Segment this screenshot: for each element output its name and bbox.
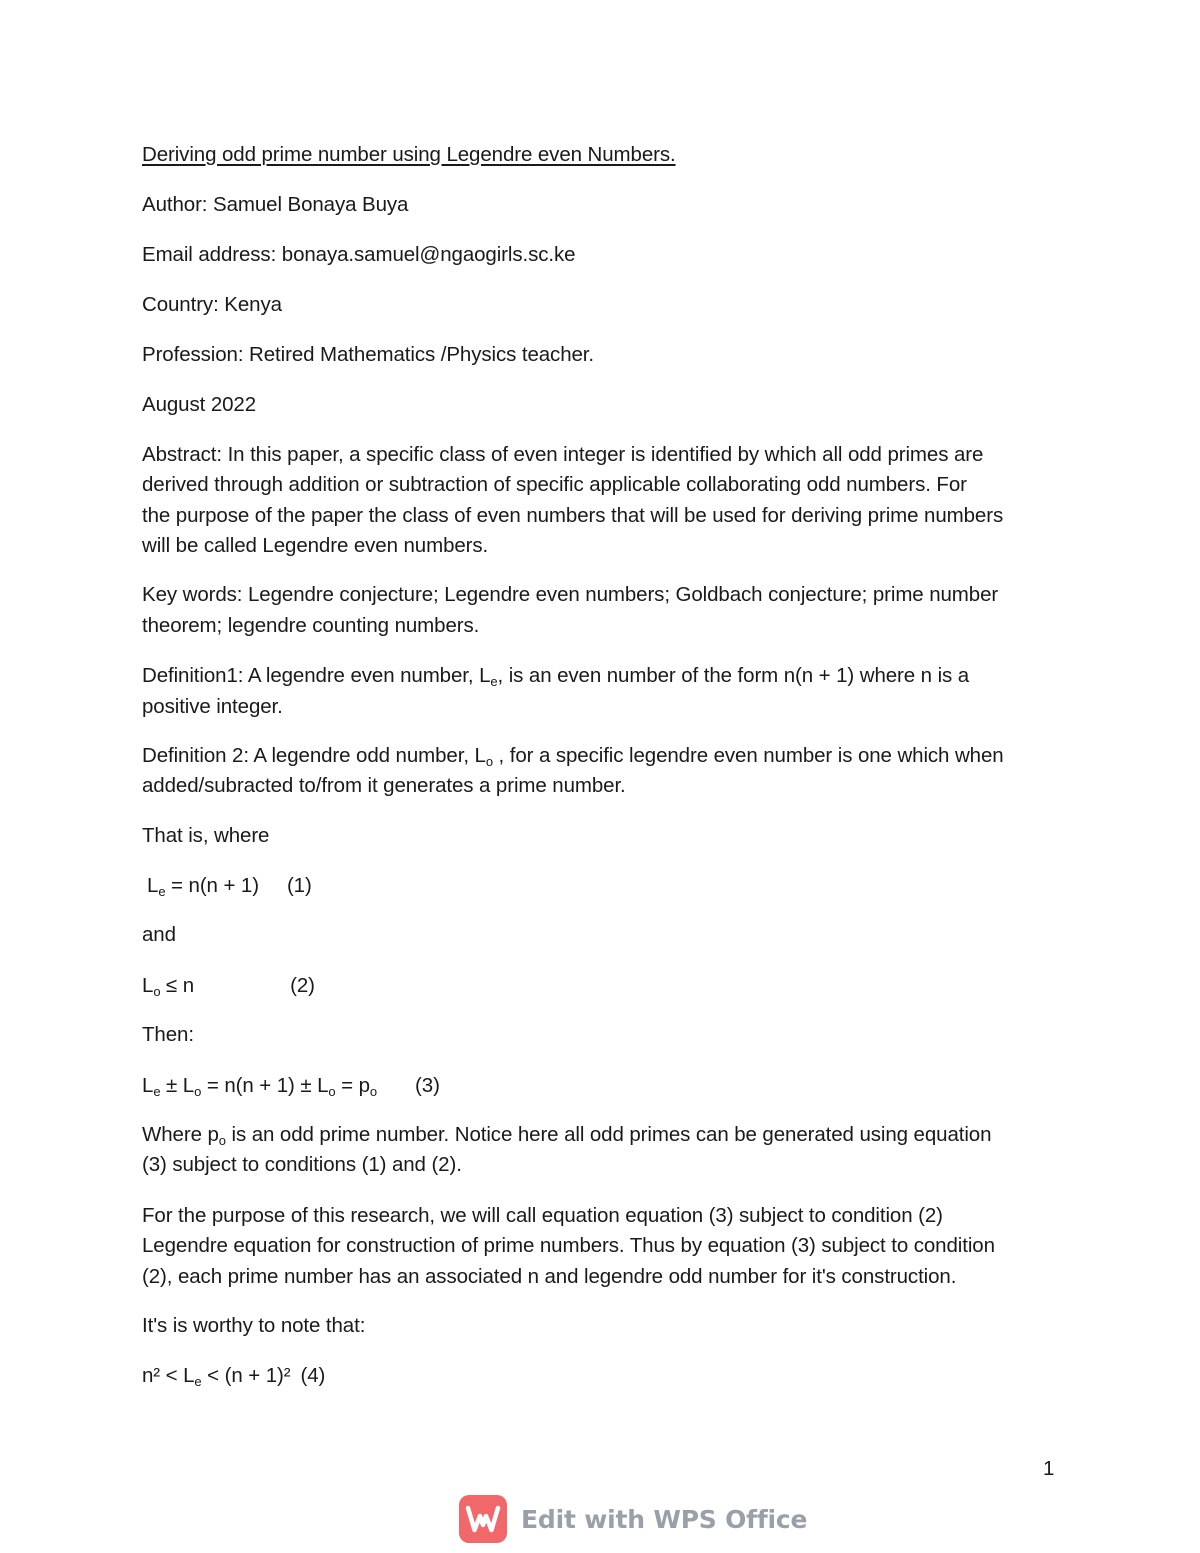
equation-4: $n^2 < L_e < (n + 1)^2$ (4) [142, 1364, 326, 1389]
definition-2: Definition 2: A legendre odd number, $L_o$ , for a specific legendre even number is one which when [142, 744, 1004, 769]
equation-number: (2) [290, 974, 315, 997]
equation-1: $L_e = n(n + 1)$ (1) [147, 874, 312, 899]
definition-1: Definition1: A legendre even number, $L_e$, is an even number of the form n(n + 1) where n is a [142, 664, 970, 689]
definition-2-cont: added/subracted to/from it generates a prime number. [142, 774, 626, 797]
then-line: Then: [142, 1023, 194, 1046]
email-line: Email address: bonaya.samuel@ngaogirls.sc.ke [142, 243, 576, 266]
abstract-line: derived through addition or subtraction of specific applicable collaborating odd numbers. For [142, 473, 967, 496]
where-line-cont: (3) subject to conditions (1) and (2). [142, 1153, 462, 1176]
profession-line: Profession: Retired Mathematics /Physics teacher. [142, 343, 594, 366]
country-line: Country: Kenya [142, 293, 282, 316]
keywords-line: Key words: Legendre conjecture; Legendre even numbers; Goldbach conjecture; prime number [142, 583, 999, 606]
equation-number: (4) [300, 1364, 326, 1387]
document-title: Deriving odd prime number using Legendre even Numbers. [142, 143, 676, 166]
where-line: Where $p_o$ is an odd prime number. Notice here all odd primes can be generated using equation [142, 1123, 992, 1148]
page-number: 1 [1043, 1457, 1055, 1480]
wps-watermark-label: Edit with WPS Office [521, 1504, 808, 1534]
wps-watermark[interactable] [459, 1493, 807, 1545]
equation-3: $L_e \pm L_o = n(n + 1) \pm L_o = p_o$ (3) [142, 1074, 440, 1099]
worthy-line: It's is worthy to note that: [142, 1314, 366, 1337]
purpose-line: Legendre equation for construction of prime numbers. Thus by equation (3) subject to condition [142, 1234, 995, 1257]
abstract-line: Abstract: In this paper, a specific class of even integer is identified by which all odd primes are [142, 443, 984, 466]
date-line: August 2022 [142, 393, 257, 416]
abstract-line: the purpose of the paper the class of even numbers that will be used for deriving prime numbers [142, 504, 1004, 527]
wps-logo-icon [459, 1495, 507, 1543]
abstract-line: will be called Legendre even numbers. [142, 534, 489, 557]
equation-number: (1) [286, 874, 312, 897]
definition-1-cont: positive integer. [142, 695, 283, 718]
equation-2: $L_o \le n$ (2) [142, 974, 315, 999]
and-line: and [142, 923, 176, 946]
purpose-line: (2), each prime number has an associated n and legendre odd number for it's construction. [142, 1265, 957, 1288]
author-line: Author: Samuel Bonaya Buya [142, 193, 409, 216]
purpose-line: For the purpose of this research, we will call equation equation (3) subject to condition (2) [142, 1204, 943, 1227]
equation-number: (3) [415, 1074, 440, 1097]
keywords-line: theorem; legendre counting numbers. [142, 614, 480, 637]
that-is-line: That is, where [142, 824, 270, 847]
